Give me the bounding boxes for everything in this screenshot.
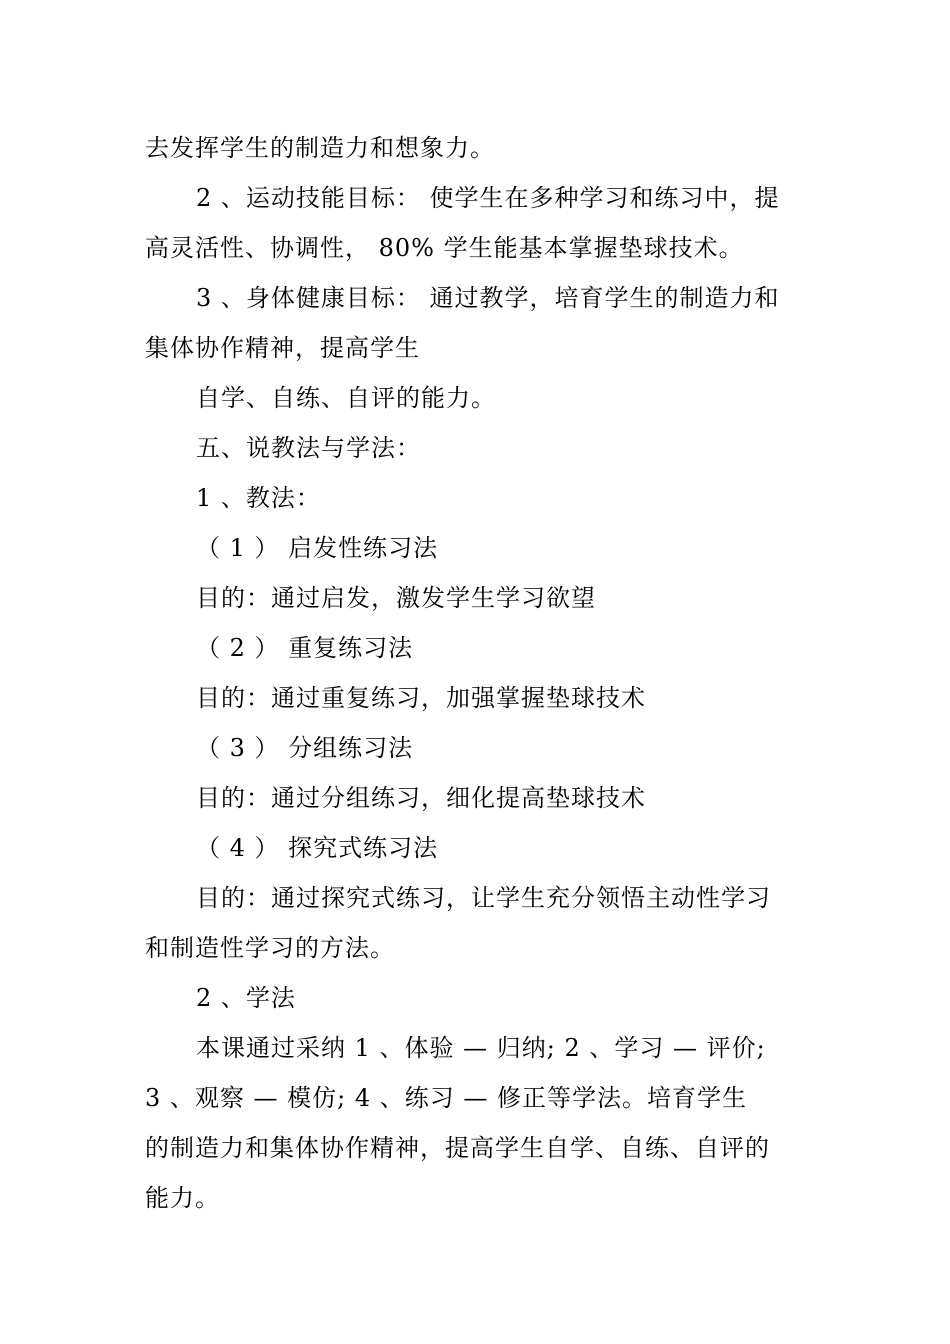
list-item: （ 2 ） 重复练习法 (196, 634, 414, 662)
text-line: 去发挥学生的制造力和想象力。 (145, 134, 495, 162)
section-heading: 五、说教法与学法： (196, 434, 421, 462)
text-line: 能力。 (145, 1184, 220, 1212)
text-line: 集体协作精神，提高学生 (145, 334, 420, 362)
text-line: 目的：通过分组练习，细化提高垫球技术 (196, 784, 646, 812)
list-item: （ 4 ） 探究式练习法 (196, 834, 439, 862)
text-line: 2 、运动技能目标： 使学生在多种学习和练习中，提 (196, 184, 780, 212)
text-line: 自学、自练、自评的能力。 (196, 384, 496, 412)
text-line: 3 、观察 — 模仿; 4 、练习 — 修正等学法。培育学生 (145, 1084, 748, 1112)
list-item: （ 3 ） 分组练习法 (196, 734, 414, 762)
list-item: （ 1 ） 启发性练习法 (196, 534, 439, 562)
text-line: 的制造力和集体协作精神，提高学生自学、自练、自评的 (145, 1134, 770, 1162)
subsection-heading: 1 、教法： (196, 484, 321, 512)
text-line: 目的：通过启发，激发学生学习欲望 (196, 584, 596, 612)
text-line: 3 、身体健康目标： 通过教学，培育学生的制造力和 (196, 284, 780, 312)
text-line: 目的：通过探究式练习，让学生充分领悟主动性学习 (196, 884, 771, 912)
subsection-heading: 2 、学法 (196, 984, 296, 1012)
text-line: 和制造性学习的方法。 (145, 934, 395, 962)
text-line: 目的：通过重复练习，加强掌握垫球技术 (196, 684, 646, 712)
text-line: 本课通过采纳 1 、体验 — 归纳; 2 、学习 — 评价; (196, 1034, 766, 1062)
text-line: 高灵活性、协调性， 80% 学生能基本掌握垫球技术。 (145, 234, 744, 262)
